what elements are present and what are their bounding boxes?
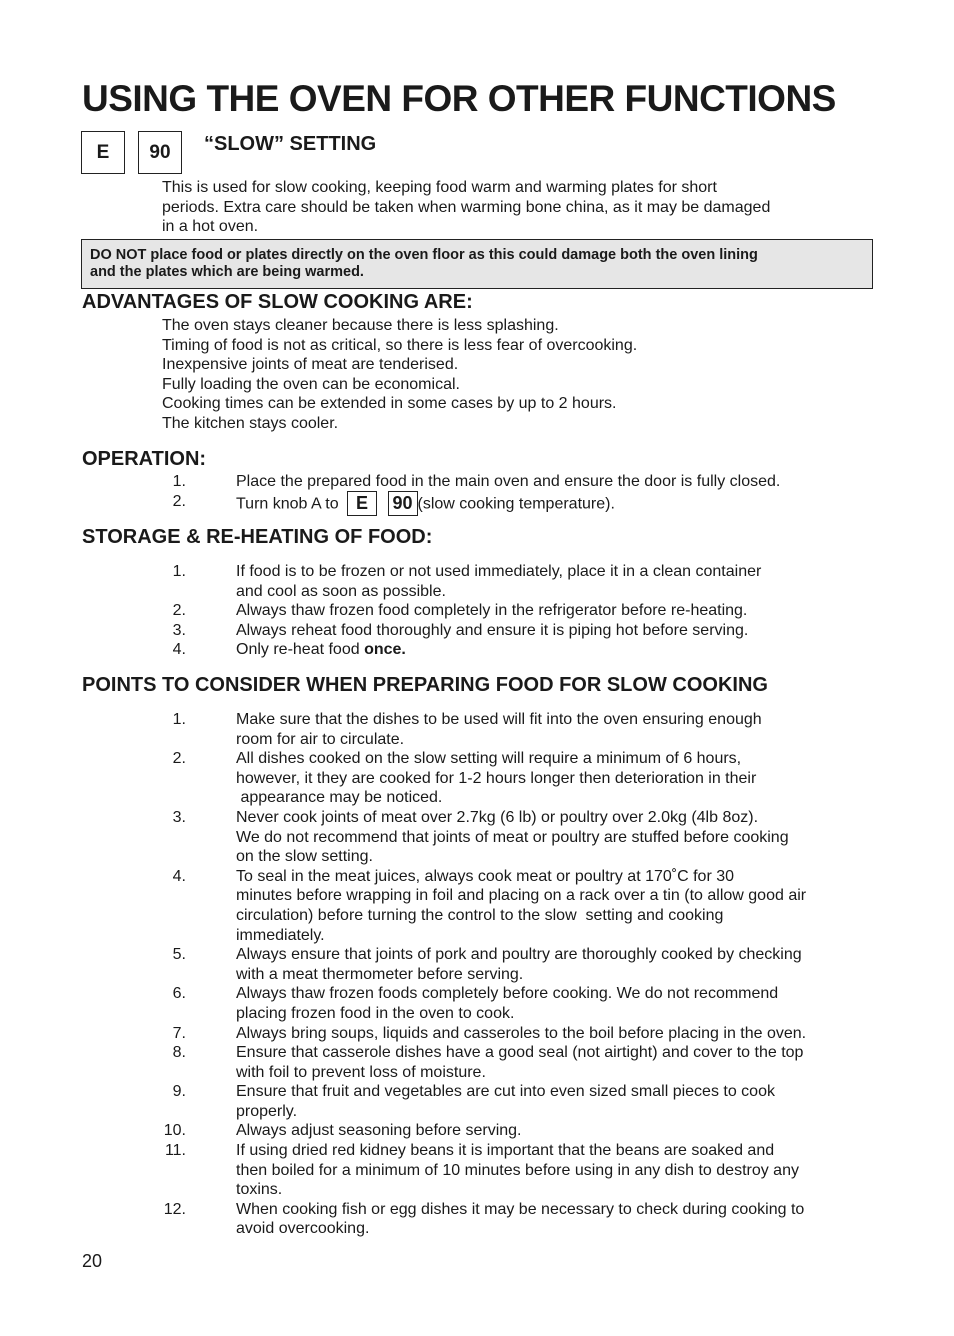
step-text-post: (slow cooking temperature). <box>417 495 615 513</box>
step-text: Place the prepared food in the main oven and ensure the door is fully closed. <box>236 473 781 490</box>
points-item <box>0 710 954 749</box>
item-text <box>236 749 954 808</box>
item-line: Always thaw frozen foods completely before cooking. We do not recommend <box>236 985 779 1003</box>
advantage-item: Cooking times can be extended in some cases by up to 2 hours. <box>162 395 617 413</box>
advantages-heading: ADVANTAGES OF SLOW COOKING ARE: <box>82 291 473 313</box>
item-text <box>236 1082 954 1121</box>
step-number: 2. <box>172 493 186 510</box>
points-item <box>0 1082 954 1121</box>
item-line: immediately. <box>236 926 325 944</box>
step-text <box>236 492 615 517</box>
storage-list <box>0 562 954 660</box>
advantage-item: Inexpensive joints of meat are tenderised. <box>162 356 459 374</box>
storage-item <box>0 562 954 601</box>
advantage-item: Fully loading the oven can be economical. <box>162 375 460 393</box>
symbol-90-inline: 90 <box>388 491 418 516</box>
item-number: 5. <box>172 946 186 964</box>
item-text <box>236 562 761 601</box>
points-item <box>0 1121 954 1141</box>
item-line: When cooking fish or egg dishes it may be necessary to check during cooking to <box>236 1200 805 1218</box>
item-line: To seal in the meat juices, always cook meat or poultry at 170˚C for 30 <box>236 867 735 885</box>
item-line <box>236 640 406 660</box>
item-number: 2. <box>172 602 186 619</box>
storage-item <box>0 640 954 660</box>
item-line: on the slow setting. <box>236 848 373 866</box>
item-text <box>236 867 954 945</box>
points-item <box>0 945 954 984</box>
item-text <box>236 984 954 1023</box>
item-line: Always reheat food thoroughly and ensure it is piping hot before serving. <box>236 622 749 639</box>
item-line: Ensure that casserole dishes have a good seal (not airtight) and cover to the top <box>236 1044 804 1062</box>
item-line: If using dried red kidney beans it is important that the beans are soaked and <box>236 1142 775 1160</box>
slow-intro-line: in a hot oven. <box>162 218 259 236</box>
operation-step <box>0 492 954 516</box>
item-number: 4. <box>172 867 186 885</box>
points-item <box>0 984 954 1023</box>
page-number: 20 <box>82 1251 103 1271</box>
warning-line: and the plates which are being warmed. <box>90 264 364 280</box>
item-line: Always thaw frozen food completely in the refrigerator before re-heating. <box>236 602 748 619</box>
operation-steps <box>0 472 954 516</box>
points-item <box>0 1141 954 1200</box>
item-line: Always ensure that joints of pork and poultry are thoroughly cooked by checking <box>236 946 802 964</box>
points-list <box>0 710 954 1239</box>
item-line: If food is to be frozen or not used immediately, place it in a clean container <box>236 563 762 580</box>
item-line: with a meat thermometer before serving. <box>236 965 524 983</box>
advantage-item: The kitchen stays cooler. <box>162 414 339 432</box>
item-line: however, it they are cooked for 1-2 hours longer then deterioration in their <box>236 769 757 787</box>
item-line: Always bring soups, liquids and casseroles to the boil before placing in the oven. <box>236 1024 807 1042</box>
advantages-list <box>162 316 637 434</box>
slow-intro <box>162 178 770 237</box>
item-text <box>236 1200 954 1239</box>
item-number: 4. <box>172 641 186 658</box>
points-item <box>0 1024 954 1044</box>
item-number: 10. <box>163 1122 186 1140</box>
item-line: avoid overcooking. <box>236 1220 370 1238</box>
item-number: 3. <box>172 808 186 826</box>
item-text <box>236 1024 954 1044</box>
item-text <box>236 1141 954 1200</box>
item-line: with foil to prevent loss of moisture. <box>236 1063 486 1081</box>
item-line: All dishes cooked on the slow setting will require a minimum of 6 hours, <box>236 750 742 768</box>
item-text <box>236 1043 954 1082</box>
item-number: 7. <box>172 1024 186 1042</box>
item-line: toxins. <box>236 1181 283 1199</box>
item-line: Always adjust seasoning before serving. <box>236 1122 522 1140</box>
item-text <box>236 710 954 749</box>
item-number: 2. <box>172 750 186 768</box>
item-line: We do not recommend that joints of meat or poultry are stuffed before cooking <box>236 828 789 846</box>
operation-step <box>0 472 954 492</box>
setting-symbol-e: E <box>81 131 125 174</box>
item-line: then boiled for a minimum of 10 minutes before using in any dish to destroy any <box>236 1161 799 1179</box>
item-line: placing frozen food in the oven to cook. <box>236 1004 515 1022</box>
item-text <box>236 1121 954 1141</box>
slow-setting-heading: “SLOW” SETTING <box>204 133 377 155</box>
item-line: Ensure that fruit and vegetables are cut into even sized small pieces to cook <box>236 1083 775 1101</box>
item-number: 9. <box>172 1083 186 1101</box>
points-item <box>0 749 954 808</box>
warning-box <box>81 239 873 289</box>
item-number: 1. <box>172 711 186 728</box>
item-number: 12. <box>163 1200 186 1218</box>
warning-line: DO NOT place food or plates directly on the oven floor as this could damage both the oven lining <box>90 247 758 263</box>
setting-symbol-90: 90 <box>138 131 182 174</box>
points-item <box>0 808 954 867</box>
item-line: appearance may be noticed. <box>236 789 443 807</box>
item-text-bold: once. <box>364 641 406 658</box>
points-item <box>0 867 954 945</box>
item-line: properly. <box>236 1102 298 1120</box>
points-item <box>0 1200 954 1239</box>
item-number: 6. <box>172 985 186 1003</box>
item-text: Only re-heat food <box>236 641 365 658</box>
item-number: 8. <box>172 1044 186 1062</box>
symbol-e-inline: E <box>347 491 377 516</box>
advantage-item: Timing of food is not as critical, so there is less fear of overcooking. <box>162 336 638 354</box>
operation-heading: OPERATION: <box>82 448 207 470</box>
item-line: minutes before wrapping in foil and placing on a rack over a tin (to allow good air <box>236 887 807 905</box>
item-line: Make sure that the dishes to be used will fit into the oven ensuring enough <box>236 711 762 728</box>
slow-intro-line: This is used for slow cooking, keeping food warm and warming plates for short <box>162 179 717 196</box>
slow-intro-line: periods. Extra care should be taken when warming bone china, as it may be damaged <box>162 198 771 216</box>
item-number: 3. <box>172 622 186 639</box>
storage-item <box>0 621 954 640</box>
item-line: room for air to circulate. <box>236 730 405 748</box>
points-heading: POINTS TO CONSIDER WHEN PREPARING FOOD FOR SLOW COOKING <box>82 674 768 696</box>
step-text-pre: Turn knob A to <box>236 495 339 513</box>
item-line: and cool as soon as possible. <box>236 582 446 600</box>
step-number: 1. <box>172 473 186 490</box>
storage-item <box>0 601 954 621</box>
points-item <box>0 1043 954 1082</box>
item-number: 11. <box>164 1142 186 1160</box>
item-number: 1. <box>172 563 186 580</box>
advantage-item: The oven stays cleaner because there is less splashing. <box>162 317 559 334</box>
page-title: USING THE OVEN FOR OTHER FUNCTIONS <box>82 78 836 119</box>
item-text <box>236 945 954 984</box>
item-text <box>236 808 954 867</box>
item-line: circulation) before turning the control to the slow setting and cooking <box>236 906 724 924</box>
storage-heading: STORAGE & RE-HEATING OF FOOD: <box>82 526 433 548</box>
item-line: Never cook joints of meat over 2.7kg (6 lb) or poultry over 2.0kg (4lb 8oz). <box>236 808 759 826</box>
